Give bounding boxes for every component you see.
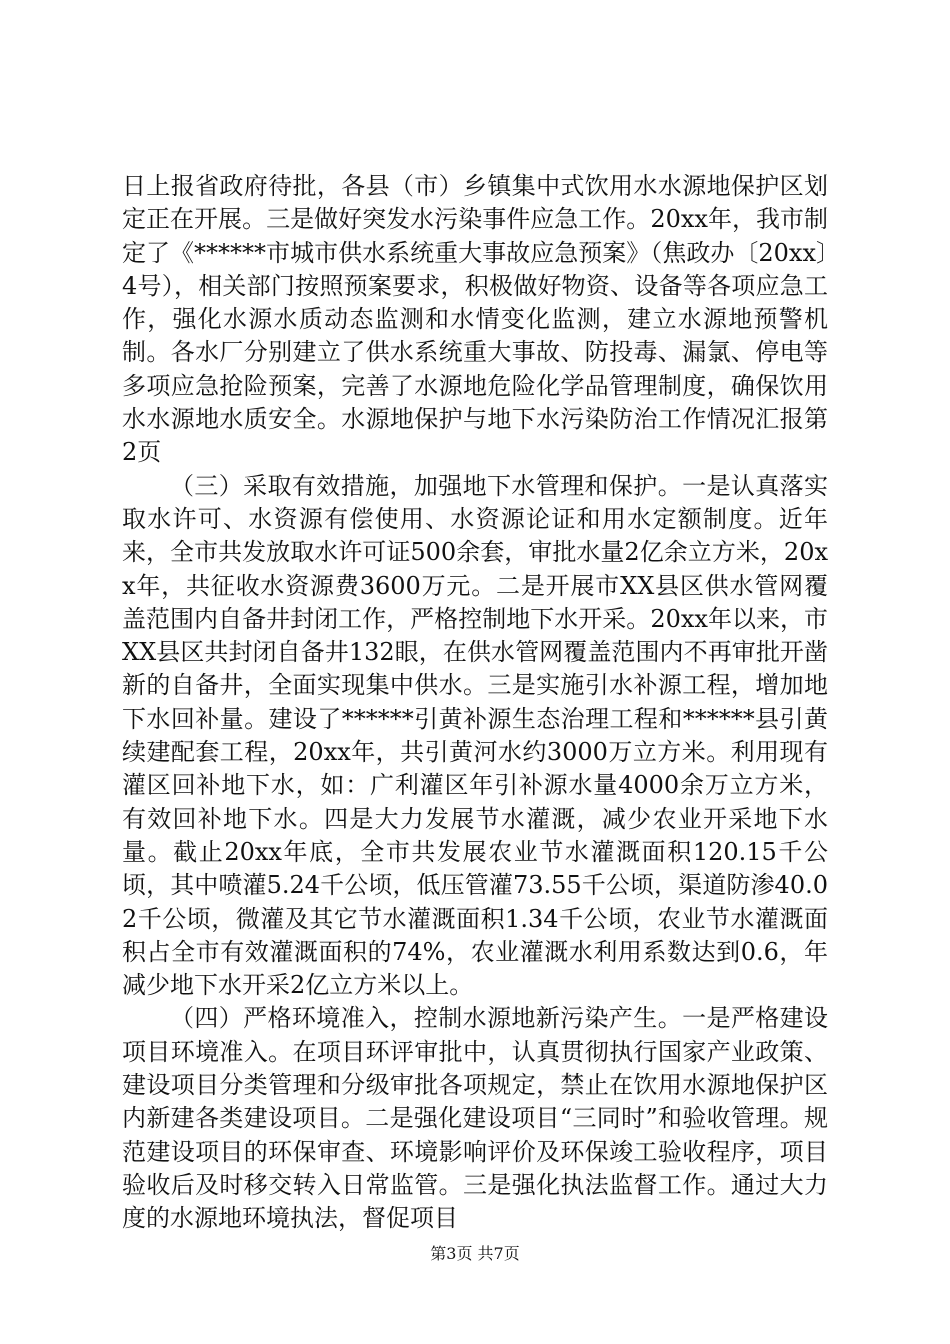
page-number-footer: 第3页 共7页 [430,1244,520,1263]
paragraph-environmental-access: （四）严格环境准入，控制水源地新污染产生。一是严格建设项目环境准入。在项目环评审批中，认真贯彻执行国家产业政策、建设项目分类管理和分级审批各项规定，禁止在饮用水源地保护区内新建各类建设项目。二是强化建设项目“三同时”和验收管理。规范建设项目的环保审查、环境影响评价及环保竣工验收程序，项目验收后及时移交转入日常监管。三是强化执法监督工作。通过大力度的水源地环境执法，督促项目 [122,1004,828,1233]
document-body [122,170,828,1236]
paragraph-water-source-emergency: 日上报省政府待批，各县（市）乡镇集中式饮用水水源地保护区划定正在开展。三是做好突发水污染事件应急工作。20xx年，我市制定了《******市城市供水系统重大事故应急预案》（焦政办〔20xx〕4号），相关部门按照预案要求，积极做好物资、设备等各项应急工作，强化水源水质动态监测和水情变化监测，建立水源地预警机制。各水厂分别建立了供水系统重大事故、防投毒、漏氯、停电等多项应急抢险预案，完善了水源地危险化学品管理制度，确保饮用水水源地水质安全。水源地保护与地下水污染防治工作情况汇报第2页 [122,172,828,467]
paragraph-groundwater-management: （三）采取有效措施，加强地下水管理和保护。一是认真落实取水许可、水资源有偿使用、水资源论证和用水定额制度。近年来，全市共发放取水许可证500余套，审批水量2亿余立方米，20xx年，共征收水资源费3600万元。二是开展市XX县区供水管网覆盖范围内自备井封闭工作，严格控制地下水开采。20xx年以来，市XX县区共封闭自备井132眼，在供水管网覆盖范围内不再审批开凿新的自备井，全面实现集中供水。三是实施引水补源工程，增加地下水回补量。建设了******引黄补源生态治理工程和******县引黄续建配套工程，20xx年，共引黄河水约3000万立方米。利用现有灌区回补地下水，如：广利灌区年引补源水量4000余万立方米，有效回补地下水。四是大力发展节水灌溉，减少农业开采地下水量。截止20xx年底，全市共发展农业节水灌溉面积120.15千公顷，其中喷灌5.24千公顷，低压管灌73.55千公顷，渠道防渗40.02千公顷，微灌及其它节水灌溉面积1.34千公顷，农业节水灌溉面积占全市有效灌溉面积的74%，农业灌溉水利用系数达到0.6，年减少地下水开采2亿立方米以上。 [122,471,828,1000]
